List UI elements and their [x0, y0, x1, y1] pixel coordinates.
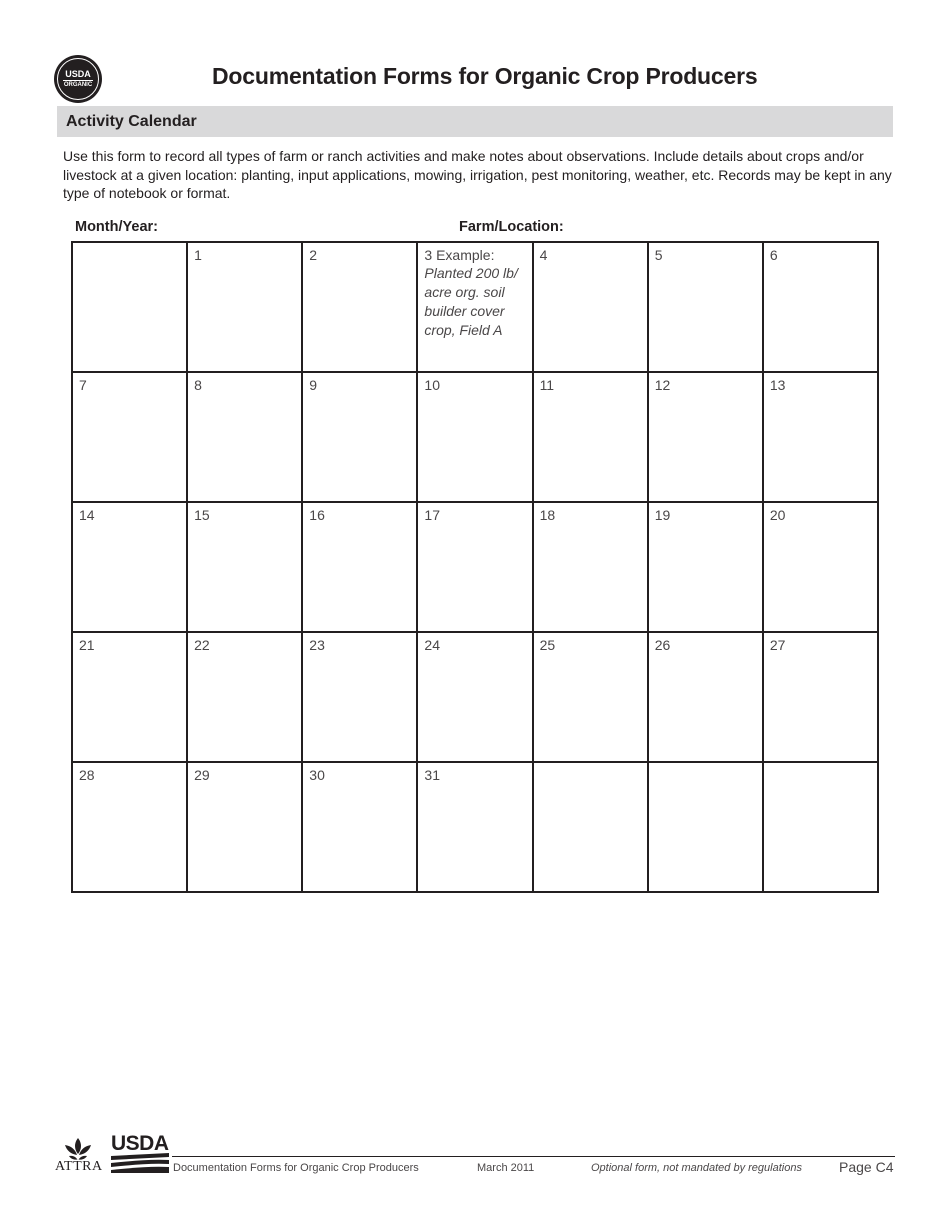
calendar-day-cell[interactable] — [302, 762, 417, 892]
calendar-day-cell[interactable] — [533, 632, 648, 762]
calendar-day-cell[interactable] — [187, 632, 302, 762]
farm-location-label: Farm/Location: — [459, 219, 564, 235]
calendar-day-cell[interactable] — [648, 502, 763, 632]
attra-wordmark: ATTRA — [55, 1159, 103, 1174]
section-title: Activity Calendar — [66, 113, 197, 130]
day-number: 31 — [424, 767, 440, 783]
calendar-day-cell[interactable] — [302, 502, 417, 632]
calendar-day-cell[interactable] — [417, 762, 532, 892]
day-number: 26 — [654, 637, 671, 653]
seal-divider — [63, 80, 93, 81]
footer-note: Optional form, not mandated by regulations — [591, 1162, 802, 1174]
example-day-label: 3 Example: — [424, 247, 495, 263]
calendar-day-cell[interactable] — [302, 372, 417, 502]
day-number: 22 — [194, 637, 210, 653]
calendar-day-cell[interactable] — [417, 372, 532, 502]
day-number: 8 — [194, 377, 202, 393]
day-number: 15 — [194, 507, 210, 523]
calendar-day-cell[interactable] — [187, 242, 302, 372]
calendar-day-cell-example[interactable] — [417, 242, 532, 372]
calendar-day-cell[interactable] — [763, 762, 878, 892]
day-number: 6 — [769, 247, 778, 263]
day-number: 4 — [539, 247, 548, 263]
calendar-day-cell[interactable] — [763, 242, 878, 372]
seal-top-text: USDA — [65, 68, 91, 79]
day-number: 17 — [424, 507, 440, 523]
footer-document-title: Documentation Forms for Organic Crop Producers — [173, 1162, 419, 1174]
document-title: Documentation Forms for Organic Crop Producers — [212, 63, 758, 89]
example-note: Planted 200 lb/ acre org. soil builder cover crop, Field A — [424, 265, 518, 338]
calendar-day-cell[interactable] — [72, 502, 187, 632]
seal-bottom-text: ORGANIC — [63, 82, 93, 89]
calendar-day-cell[interactable] — [302, 632, 417, 762]
calendar-day-cell[interactable] — [72, 372, 187, 502]
usda-wordmark: USDA — [111, 1132, 169, 1155]
calendar-day-cell[interactable] — [187, 502, 302, 632]
calendar-day-cell[interactable] — [187, 762, 302, 892]
calendar-day-cell[interactable] — [72, 762, 187, 892]
calendar-day-cell[interactable] — [417, 502, 532, 632]
calendar-day-cell[interactable] — [72, 632, 187, 762]
day-number: 29 — [194, 767, 210, 783]
day-number: 13 — [769, 377, 786, 393]
calendar-week-row — [72, 372, 878, 502]
day-number: 12 — [654, 377, 671, 393]
calendar-week-row — [72, 502, 878, 632]
calendar-week-row — [72, 632, 878, 762]
day-number: 19 — [654, 507, 671, 523]
day-number: 23 — [309, 637, 325, 653]
calendar-day-cell[interactable] — [648, 372, 763, 502]
usda-organic-seal — [54, 55, 102, 103]
calendar-week-row — [72, 762, 878, 892]
calendar-day-cell[interactable] — [72, 242, 187, 372]
day-number: 2 — [309, 247, 318, 263]
day-number: 18 — [539, 507, 556, 523]
day-number: 9 — [309, 377, 318, 393]
day-number: 21 — [79, 637, 95, 653]
day-number: 20 — [769, 507, 786, 523]
calendar-day-cell[interactable] — [648, 632, 763, 762]
calendar-day-cell[interactable] — [533, 242, 648, 372]
day-number: 30 — [309, 767, 325, 783]
month-year-label: Month/Year: — [75, 219, 158, 235]
day-number: 28 — [79, 767, 95, 783]
calendar-day-cell[interactable] — [533, 372, 648, 502]
calendar-day-cell[interactable] — [648, 762, 763, 892]
seal-inner-ring — [57, 58, 99, 100]
calendar-day-cell[interactable] — [763, 502, 878, 632]
day-number: 16 — [309, 507, 325, 523]
day-number: 25 — [539, 637, 556, 653]
calendar-day-cell[interactable] — [533, 762, 648, 892]
calendar-day-cell[interactable] — [187, 372, 302, 502]
calendar-day-cell[interactable] — [763, 372, 878, 502]
page-number: Page C4 — [839, 1159, 894, 1175]
day-number: 10 — [424, 377, 440, 393]
calendar-day-cell[interactable] — [533, 502, 648, 632]
section-header-bar — [57, 106, 893, 137]
day-number: 24 — [424, 637, 440, 653]
day-number: 11 — [539, 377, 555, 393]
day-number: 14 — [79, 507, 95, 523]
day-number: 7 — [79, 377, 87, 393]
calendar-day-cell[interactable] — [648, 242, 763, 372]
activity-calendar-grid — [71, 241, 879, 893]
calendar-day-cell[interactable] — [763, 632, 878, 762]
day-number: 5 — [654, 247, 663, 263]
footer-date: March 2011 — [477, 1162, 535, 1174]
calendar-day-cell[interactable] — [417, 632, 532, 762]
calendar-day-cell[interactable] — [302, 242, 417, 372]
footer-rule — [172, 1156, 895, 1157]
day-number: 1 — [194, 247, 202, 263]
usda-field-lines-icon — [111, 1153, 169, 1173]
day-number: 27 — [769, 637, 786, 653]
instructions-paragraph: Use this form to record all types of farm or ranch activities and make notes about observations. Include details about crops and/or livestock at a given location: planting, input applications, mowing, irrigation, pest monitoring, weather, etc. Records may be kept in any type of notebook or format. — [63, 148, 892, 201]
calendar-week-row — [72, 242, 878, 372]
